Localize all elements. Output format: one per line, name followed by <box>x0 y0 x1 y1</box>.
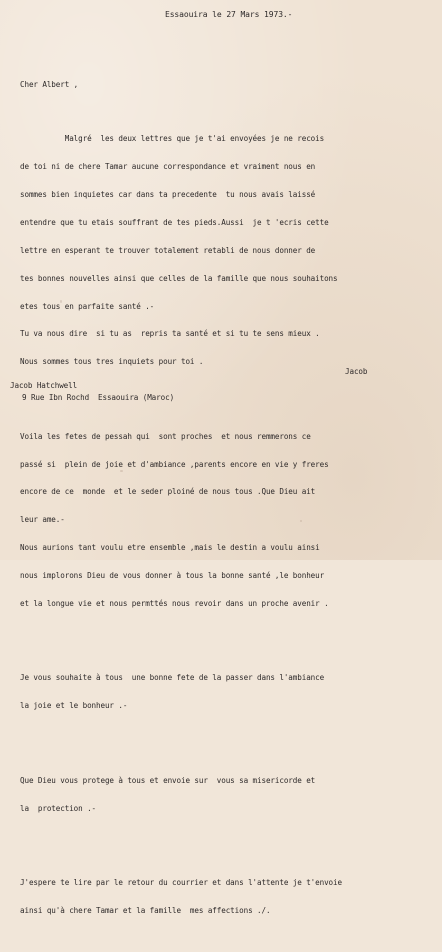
letter-salutation: Cher Albert , <box>20 80 79 89</box>
body-line: et la longue vie et nous permttés nous revoir dans un proche avenir . <box>20 599 329 609</box>
body-line: sommes bien inquietes car dans ta precedente tu nous avais laissé <box>20 189 316 199</box>
body-line: de toi ni de chere Tamar aucune correspondance et vraiment nous en <box>20 162 316 172</box>
body-line: la joie et le bonheur .- <box>20 701 128 711</box>
paper-speck <box>60 300 62 303</box>
letter-date: Essaouira le 27 Mars 1973.- <box>165 10 293 19</box>
body-line: Nous aurions tant voulu etre ensemble ,mais le destin a voulu ainsi <box>20 543 320 553</box>
body-line: J'espere te lire par le retour du courrier et dans l'attente je t'envoie <box>20 877 342 887</box>
paragraph-2 <box>20 413 342 627</box>
body-line: Je vous souhaite à tous une bonne fete de la passer dans l'ambiance <box>20 673 325 683</box>
body-line: encore de ce monde et le seder ploiné de nous tous .Que Dieu ait <box>20 487 316 497</box>
paragraph-5 <box>20 859 342 933</box>
body-line: tes bonnes nouvelles ainsi que celles de la famille que nous souhaitons <box>20 273 338 283</box>
paragraph-1 <box>20 116 342 386</box>
body-line: ainsi qu'à chere Tamar et la famille mes affections ./. <box>20 905 271 915</box>
body-line: passé si plein de joie et d'ambiance ,parents encore en vie y freres <box>20 459 329 469</box>
body-line: Que Dieu vous protege à tous et envoie sur vous sa misericorde et <box>20 775 316 785</box>
body-line: entendre que tu etais souffrant de tes pieds.Aussi je t 'ecris cette <box>20 217 329 227</box>
body-line: Tu va nous dire si tu as repris ta santé et si tu te sens mieux . <box>20 329 320 339</box>
sender-name: Jacob Hatchwell <box>10 381 78 390</box>
body-line: Nous sommes tous tres inquiets pour toi . <box>20 357 204 367</box>
body-line: lettre en esperant te trouver totalement retabli de nous donner de <box>20 245 316 255</box>
body-line: Malgré les deux lettres que je t'ai envoyées je ne recois <box>20 134 325 144</box>
paragraph-3 <box>20 655 342 729</box>
body-line: leur ame.- <box>20 515 65 525</box>
paper-speck <box>300 520 302 522</box>
paper-speck <box>120 470 123 472</box>
body-line: nous implorons Dieu de vous donner à tous la bonne santé ,le bonheur <box>20 571 325 581</box>
letter-body <box>20 97 342 952</box>
body-line: etes tous en parfaite santé .- <box>20 301 155 311</box>
paragraph-4 <box>20 757 342 831</box>
letter-signature: Jacob <box>345 367 368 376</box>
sender-address: 9 Rue Ibn Rochd Essaouira (Maroc) <box>22 393 175 402</box>
body-line: la protection .- <box>20 803 97 813</box>
body-line: Voila les fetes de pessah qui sont proches et nous remmerons ce <box>20 431 311 441</box>
